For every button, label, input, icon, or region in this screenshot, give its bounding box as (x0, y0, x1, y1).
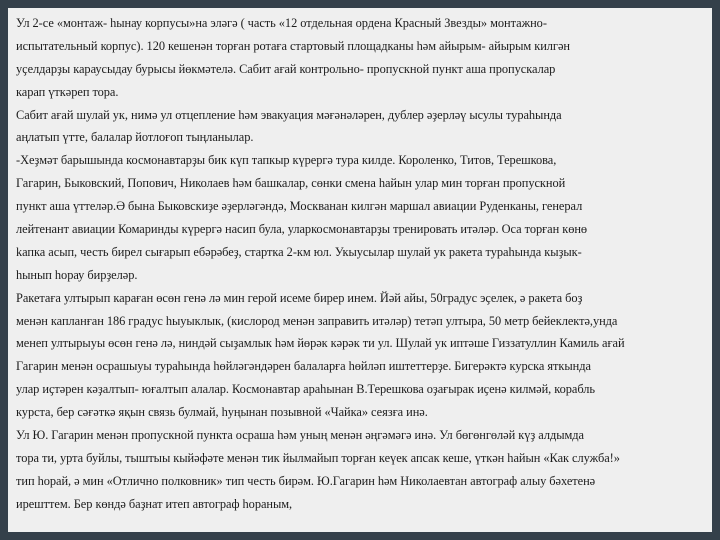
text-line: улар иҫтәрен кәҙалтып- юғалтып алалар. Космонавтар араһынан В.Терешкова оҙағырак иҫенә килмәй, корабль (16, 382, 596, 397)
document-page (8, 8, 712, 532)
text-line: Ракетаға ултырып караған өсөн генә лә мин герой исеме бирер инем. Йәй айы, 50градус эҫелек, ә ракета боҙ (16, 290, 583, 305)
text-line: испытательный корпус). 120 кешенән торған ротаға стартовый площадканы һәм айырым- айырым килгән (16, 38, 570, 53)
text-line: тора ти, урта буйлы, тыштыы кыйәфәте менән тик йылмайып торған кеүек апсак кеше, үткән һайын «Как служба!» (16, 450, 620, 465)
text-line: курста, бер сәғәткә яқын связь булмай, һуңынан позывной «Чайка» сеязға инә. (16, 405, 428, 420)
text-line: лейтенант авиации Комаринды күрергә насип була, уларкосмонавтарҙы тренировать итәләр. Оса торған көнө (16, 222, 588, 237)
text-line: аңлатып үтте, балалар йотлоғоп тыңланылар. (16, 130, 254, 145)
text-line: Ул Ю. Гагарин менән пропускной пункта осраша һәм уның менән әңгәмәгә инә. Ул бөгөнгөләй күҙ алдымда (16, 428, 584, 443)
text-line: Гагарин, Быковский, Попович, Николаев һәм башкалар, сөнки смена һайын улар мин торған пропускной (16, 176, 566, 191)
text-line: менеп ултырыуы өсөн генә лә, ниндәй сыҙамлык һәм йөрәк кәрәк ти ул. Шулай ук иптәше Гиззатуллин Камиль ағай (16, 336, 625, 351)
text-line: уҫелдарҙы караусыдау бурысы йөкмәтелә. Сабит ағай контрольно- пропускной пункт аша пропускалар (16, 61, 556, 76)
text-line: Гагарин менән осрашыуы тураһында һөйләгәндәрен балаларға һөйләп иштеттерҙе. Бигерәктә курска яткында (16, 359, 591, 374)
text-line: Ул 2-се «монтаж- һынау корпусы»на эләгә ( часть «12 отдельная ордена Красный Звезды» монтажно- (16, 16, 547, 30)
text-line: kапка асып, честь бирел сығарып ебәрәбеҙ, стартка 2-км юл. Укыусылар шулай ук ракета тураһында кыҙык- (16, 244, 582, 259)
text-line: менән капланған 186 градус һыуыклык, (кислород менән заправить итәләр) тетәп ултыра, 50 метр бейеклектә,унда (16, 313, 618, 328)
text-line: пункт аша үттеләр.Ә бына Быковскиҙе әҙерләгәндә, Москванан килгән маршал авиации Руденканы, генерал (16, 199, 583, 214)
text-line: һынып һорау бирҙеләр. (16, 267, 138, 282)
text-line: карап үткәреп тора. (16, 84, 119, 99)
text-line: тип һорай, ә мин «Отлично полковник» тип честь бирәм. Ю.Гагарин һәм Николаевтан автограф алыу бәхетенә (16, 473, 596, 488)
text-line: ирешттем. Бер көндә баҙнат итеп автограф һораным, (16, 496, 293, 511)
text-line: Сабит ағай шулай ук, нимә ул отцепление һәм эвакуация мәғәнәләрен, дублер әҙерләү ысулы тураһында (16, 107, 562, 122)
text-line: -Хеҙмәт барышында космонавтарҙы бик күп тапкыр күрергә тура килде. Короленко, Титов, Терешкова, (16, 153, 557, 168)
